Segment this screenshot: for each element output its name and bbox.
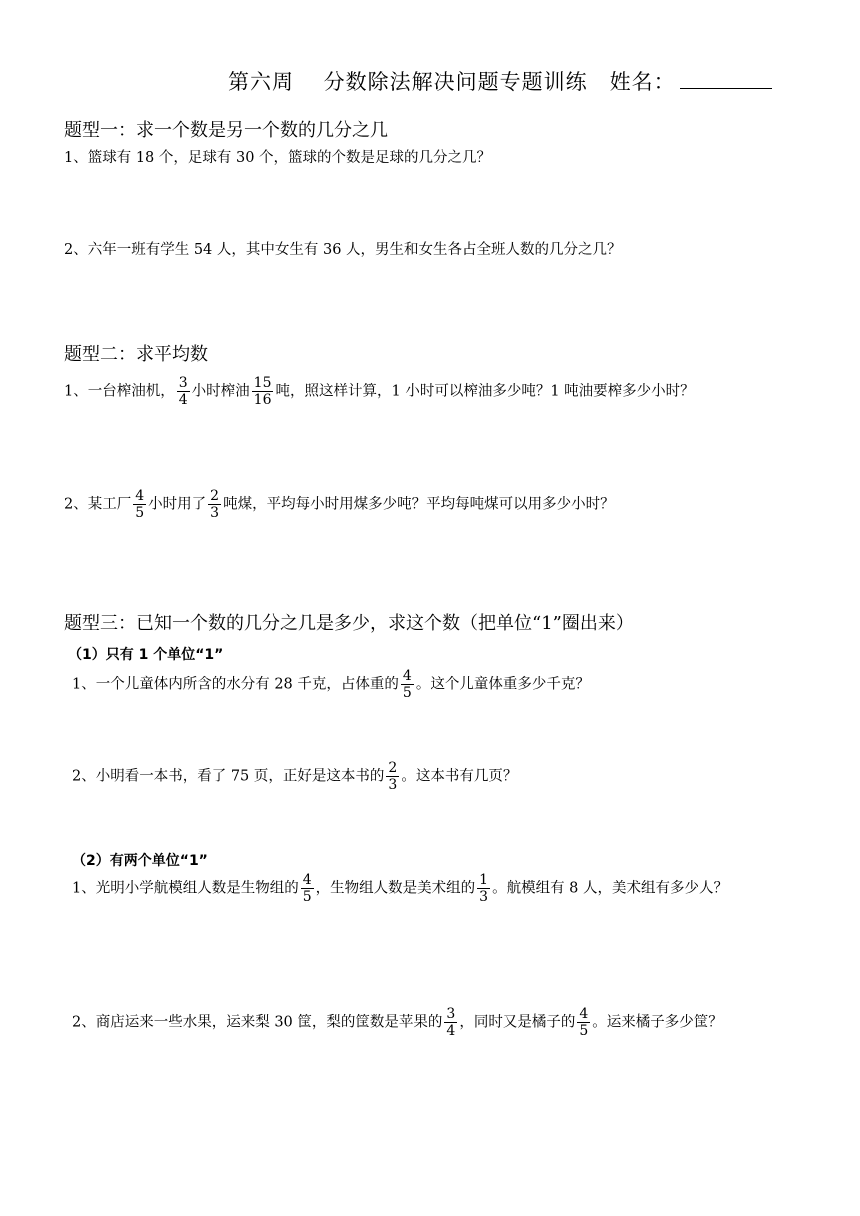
page-title-text: 第六周 分数除法解决问题专题训练 姓名： (228, 70, 676, 94)
fraction-numerator: 4 (135, 488, 145, 504)
question-3-2-2 (72, 1006, 723, 1039)
section-2-heading: 题型二：求平均数 (64, 344, 208, 365)
question-text: 小时榨油 (191, 383, 250, 400)
fraction-denominator: 3 (210, 505, 220, 521)
question-text: 。航模组有 8 人，美术组有多少人？ (492, 880, 729, 897)
fraction-numerator: 3 (446, 1006, 456, 1022)
question-text: 。这个儿童体重多少千克？ (415, 676, 590, 693)
fraction (401, 668, 414, 701)
fraction (444, 1006, 457, 1039)
fraction-numerator: 1 (479, 872, 489, 888)
fraction-denominator: 4 (446, 1023, 456, 1039)
subsection-1-heading: （1）只有 1 个单位“1” (68, 647, 224, 663)
fraction-denominator: 5 (579, 1023, 589, 1039)
question-text: ，同时又是橘子的 (459, 1014, 576, 1031)
question-text: 2、某工厂 (64, 496, 132, 513)
question-text: 2、商店运来一些水果，运来梨 30 筐，梨的筐数是苹果的 (72, 1014, 443, 1031)
question-1-2: 2、六年一班有学生 54 人，其中女生有 36 人，男生和女生各占全班人数的几分之几？ (64, 242, 622, 258)
fraction-numerator: 2 (210, 488, 220, 504)
question-2-1 (64, 375, 695, 408)
name-blank (680, 68, 772, 89)
question-text: 。运来橘子多少筐？ (592, 1014, 723, 1031)
page-title (228, 66, 772, 96)
fraction (577, 1006, 590, 1039)
fraction-denominator: 16 (253, 392, 272, 408)
question-text: 1、一个儿童体内所含的水分有 28 千克，占体重的 (72, 676, 399, 693)
fraction-denominator: 4 (178, 392, 188, 408)
fraction (301, 872, 314, 905)
question-2-2 (64, 488, 615, 521)
fraction (208, 488, 221, 521)
fraction (177, 375, 190, 408)
question-1-1: 1、篮球有 18 个，足球有 30 个，篮球的个数是足球的几分之几？ (64, 150, 492, 166)
fraction-denominator: 3 (388, 777, 398, 793)
fraction (477, 872, 490, 905)
fraction-numerator: 2 (388, 760, 398, 776)
question-text: 。这本书有几页？ (401, 768, 518, 785)
question-3-1-2 (72, 760, 517, 793)
fraction-denominator: 5 (135, 505, 145, 521)
fraction (252, 375, 274, 408)
fraction-denominator: 5 (402, 685, 412, 701)
section-3-heading: 题型三：已知一个数的几分之几是多少，求这个数（把单位“1”圈出来） (64, 613, 634, 634)
fraction-numerator: 4 (402, 668, 412, 684)
fraction-denominator: 3 (479, 889, 489, 905)
subsection-2-heading: （2）有两个单位“1” (72, 853, 208, 869)
fraction (133, 488, 146, 521)
question-3-1-1 (72, 668, 590, 701)
question-3-2-1 (72, 872, 728, 905)
question-text: 2、小明看一本书，看了 75 页，正好是这本书的 (72, 768, 385, 785)
fraction (386, 760, 399, 793)
question-text: 吨煤，平均每小时用煤多少吨？平均每吨煤可以用多少小时？ (223, 496, 615, 513)
fraction-numerator: 4 (302, 872, 312, 888)
section-1-heading: 题型一：求一个数是另一个数的几分之几 (64, 120, 388, 141)
question-text: 吨，照这样计算，1 小时可以榨油多少吨？1 吨油要榨多少小时？ (275, 383, 695, 400)
question-text: 1、光明小学航模组人数是生物组的 (72, 880, 299, 897)
fraction-numerator: 3 (178, 375, 188, 391)
question-text: 1、一台榨油机， (64, 383, 175, 400)
fraction-numerator: 4 (579, 1006, 589, 1022)
question-text: ，生物组人数是美术组的 (315, 880, 476, 897)
question-text: 小时用了 (148, 496, 207, 513)
fraction-numerator: 15 (253, 375, 272, 391)
fraction-denominator: 5 (302, 889, 312, 905)
